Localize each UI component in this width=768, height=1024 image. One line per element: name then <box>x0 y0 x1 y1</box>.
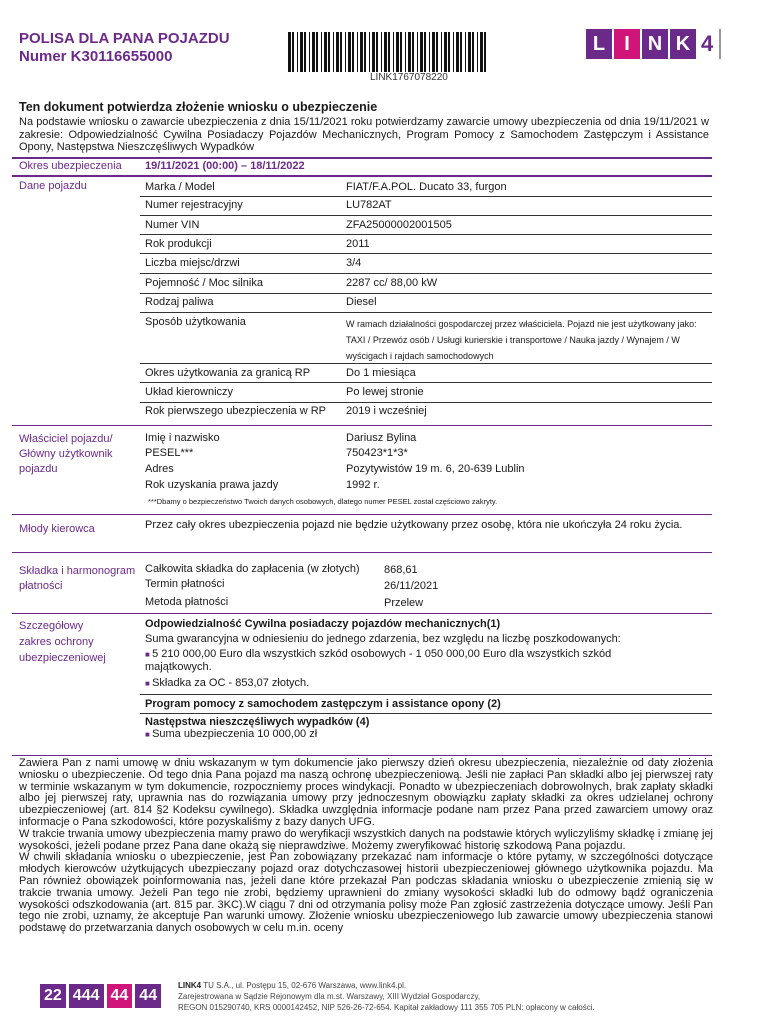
coverage-oc-sum-text: Suma gwarancyjna w odniesieniu do jednego zdarzenia, bez względu na liczbę poszkodowanych: <box>145 633 621 645</box>
period-value: 19/11/2021 (00:00) – 18/11/2022 <box>145 160 305 172</box>
coverage-assistance-title: Program pomocy z samochodem zastępczym i assistance opony (2) <box>145 698 501 710</box>
legal-paragraph-2: W trakcie trwania umowy ubezpieczenia mamy prawo do weryfikacji wszystkich danych na podstawie których wyliczyliśmy składkę i zmianę jej wysokości, jeżeli podane przez Pana dane okażą się nieprawdziwe. Możemy zweryfikować historię szkodową Pana pojazdu. <box>19 827 713 852</box>
barcode-bar <box>384 32 387 72</box>
phone-part: 44 <box>135 984 161 1008</box>
barcode-bar <box>477 32 478 72</box>
barcode-bar <box>472 32 474 72</box>
owner-value-pesel: 750423*1*3* <box>346 447 408 459</box>
owner-label-line-1: Właściciel pojazdu/ <box>19 433 113 445</box>
vehicle-value-abroad: Do 1 miesiąca <box>346 367 416 379</box>
row-divider <box>140 196 712 197</box>
coverage-label-line-3: ubezpieczeniowej <box>19 652 106 664</box>
barcode-bar <box>364 32 366 72</box>
barcode-bar <box>453 32 454 72</box>
logo-letter-l: L <box>586 29 612 59</box>
coverage-label-line-1: Szczegółowy <box>19 620 84 632</box>
barcode-bar <box>436 32 438 72</box>
barcode-bar <box>456 32 459 72</box>
section-divider <box>12 755 712 756</box>
barcode-bar <box>408 32 411 72</box>
vehicle-key-usage: Sposób użytkowania <box>145 316 246 328</box>
barcode-bar <box>372 32 375 72</box>
vehicle-key-vin: Numer VIN <box>145 219 200 231</box>
row-divider <box>140 363 712 364</box>
barcode-bar <box>441 32 442 72</box>
row-divider <box>140 694 712 695</box>
payment-value-total: 868,61 <box>384 564 418 576</box>
barcode-bar <box>297 32 298 72</box>
row-divider <box>140 234 712 235</box>
confirmation-body: Na podstawie wniosku o zawarcie ubezpieczenia z dnia 15/11/2021 roku potwierdzamy zawarcie umowy ubezpieczenia od dnia 19/11/2021 w zakresie: Odpowiedzialność Cywilna Posiadaczy Pojazdów Mechanicznych, Program Pomocy z Samochodem Zastępczym i Assistance Opony, Następstwa Nieszczęśliwych Wypadków <box>19 116 709 153</box>
barcode-bar <box>312 32 315 72</box>
barcode-bar <box>417 32 418 72</box>
barcode-bar <box>420 32 423 72</box>
vehicle-value-engine: 2287 cc/ 88,00 kW <box>346 277 438 289</box>
row-divider <box>140 382 712 383</box>
barcode-bar <box>360 32 363 72</box>
barcode-bar <box>429 32 430 72</box>
phone-part: 22 <box>40 984 66 1008</box>
barcode-bar <box>369 32 370 72</box>
policy-number: Numer K30116655000 <box>19 48 173 65</box>
footer-line-1: TU S.A., ul. Postępu 15, 02-676 Warszawa, www.link4.pl. <box>203 981 407 990</box>
vehicle-key-abroad: Okres użytkowania za granicą RP <box>145 367 311 379</box>
logo-letter-n: N <box>642 29 668 59</box>
barcode-bar <box>388 32 390 72</box>
link4-logo <box>586 28 721 60</box>
barcode-bar <box>396 32 399 72</box>
owner-value-address: Pozytywistów 19 m. 6, 20-639 Lublin <box>346 463 525 475</box>
vehicle-value-fuel: Diesel <box>346 296 377 308</box>
barcode-bar <box>328 32 330 72</box>
owner-key-name: Imię i nazwisko <box>145 432 220 444</box>
owner-key-address: Adres <box>145 463 174 475</box>
barcode-bar <box>400 32 402 72</box>
section-divider <box>12 425 712 426</box>
barcode-bar <box>460 32 462 72</box>
coverage-nnw-bullet: ■ Suma ubezpieczenia 10 000,00 zł <box>145 728 317 741</box>
owner-key-pesel: PESEL*** <box>145 447 194 459</box>
logo-digit: 4 <box>701 31 714 56</box>
barcode-bar <box>309 32 310 72</box>
barcode-bar <box>432 32 435 72</box>
row-divider <box>140 293 712 294</box>
owner-value-name: Dariusz Bylina <box>346 432 417 444</box>
footer-line-3: REGON 015290740, KRS 0000142452, NIP 526-26-72-654. Kapitał zakładowy 111 355 705 PLN: opłacony w całości. <box>178 1003 595 1012</box>
barcode-bar <box>480 32 483 72</box>
payment-key-due-date: Termin płatności <box>145 578 225 590</box>
vehicle-key-fuel: Rodzaj paliwa <box>145 296 214 308</box>
barcode-bar <box>292 32 294 72</box>
coverage-oc-bullet-premium: ■ Składka za OC - 853,07 złotych. <box>145 677 309 690</box>
vehicle-key-year: Rok produkcji <box>145 238 212 250</box>
barcode-bar <box>465 32 466 72</box>
footer-company-info <box>178 980 595 1013</box>
barcode-bar <box>468 32 471 72</box>
barcode-bar <box>484 32 486 72</box>
barcode-image <box>288 32 488 72</box>
barcode-bar <box>448 32 450 72</box>
barcode-bar <box>357 32 358 72</box>
vehicle-value-usage: W ramach działalności gospodarczej przez właściciela. Pojazd nie jest użytkowany jako: TAXI / Przewóz osób / Usługi kurierskie i transportowe / Nauka jazdy / Wynajem / W wyścigach i rajdach samochodowych <box>346 319 697 361</box>
owner-label-line-2: Główny użytkownik <box>19 448 113 460</box>
legal-text-block <box>19 758 713 976</box>
section-divider <box>12 175 712 177</box>
row-divider <box>140 713 712 714</box>
legal-paragraph-1: Zawiera Pan z nami umowę w dniu wskazanym w tym dokumencie jako pierwszy dzień okresu ubezpieczenia, niezależnie od daty złożenia wniosku o ubezpieczenie. Od tego dnia Pana pojazd ma naszą ochronę ubezpieczeniową. Jeśli nie zapłaci Pan składki albo jej pierwszej raty w terminie wskazanym w tym dokumencie, rozpoczniemy proces windykacji. Ponadto w ubezpieczeniach dobrowolnych, brak zapłaty składki albo jej pierwszej raty, uprawnia nas do rozwiązania umowy przy jednoczesnym obowiązku zapłaty składki za okres udzielanej ochrony ubezpieczeniowej (art. 814 §2 Kodeksu cywilnego). Składka uwzględnia informacje podane nam przez Pana przed zawarciem umowy oraz informacje o Pana szkodowości, które pozyskaliśmy z bazy danych UFG. <box>19 758 713 828</box>
payment-key-total: Całkowita składka do zapłacenia (w złotych) <box>145 563 360 575</box>
barcode-bar <box>376 32 378 72</box>
barcode-bar <box>300 32 303 72</box>
vehicle-key-registration: Numer rejestracyjny <box>145 199 243 211</box>
barcode-bar <box>412 32 414 72</box>
barcode-bar <box>340 32 342 72</box>
vehicle-label: Dane pojazdu <box>19 180 87 192</box>
barcode-bar <box>321 32 322 72</box>
logo-divider <box>719 29 721 59</box>
logo-letter-k: K <box>670 29 696 59</box>
vehicle-key-engine: Pojemność / Moc silnika <box>145 277 263 289</box>
row-divider <box>140 273 712 274</box>
period-label: Okres ubezpieczenia <box>19 160 122 172</box>
barcode-bar <box>304 32 306 72</box>
payment-key-method: Metoda płatności <box>145 596 229 608</box>
coverage-oc-bullet-limits: ■ 5 210 000,00 Euro dla wszystkich szkód osobowych - 1 050 000,00 Euro dla wszystkich szkód majątkowych. <box>145 648 665 674</box>
vehicle-key-make: Marka / Model <box>145 181 215 193</box>
barcode-bar <box>316 32 318 72</box>
barcode-bar <box>444 32 447 72</box>
footer-company-name: LINK4 <box>178 981 202 990</box>
barcode-bar <box>333 32 334 72</box>
section-divider <box>12 552 712 553</box>
barcode-bar <box>345 32 346 72</box>
row-divider <box>140 215 712 216</box>
payment-value-method: Przelew <box>384 597 424 609</box>
owner-label-line-3: pojazdu <box>19 463 58 475</box>
young-driver-text: Przez cały okres ubezpieczenia pojazd nie będzie użytkowany przez osobę, która nie ukończyła 24 roku życia. <box>145 519 683 531</box>
payment-label-line-1: Składka i harmonogram <box>19 565 136 577</box>
payment-label-line-2: płatności <box>19 580 63 592</box>
legal-paragraph-3: W chwili składania wniosku o ubezpieczenie, jest Pan zobowiązany przekazać nam informacje o które pytamy, w szczególności dotyczące młodych kierowców użytkujących ubezpieczany pojazd oraz dotychczasowej historii ubezpieczeniowej głównego użytkownika pojazdu. Ma Pan również obowiązek poinformowania nas, jeżeli dane które przekazał Pan podczas składania wniosku o ubezpieczenie zmienią się w trakcie trwania umowy. Jeżeli Pan tego nie zrobi, będziemy uprawnieni do zmiany wysokości składki lub do odmowy bądź ograniczenia wysokości odszkodowania (art. 815 par. 3KC).W ciągu 7 dni od otrzymania polisy może Pan zgłosić zastrzeżenia dotyczące umowy. Jeśli Pan tego nie zrobi, uznamy, że akceptuje Pan warunki umowy. Złożenie wniosku ubezpieczeniowego lub zawarcie umowy ubezpieczenia stanowi podstawę do przetwarzania danych osobowych w celu m.in. oceny <box>19 851 713 935</box>
vehicle-key-first-insurance: Rok pierwszego ubezpieczenia w RP <box>145 405 326 417</box>
barcode-bar <box>288 32 291 72</box>
payment-value-due-date: 26/11/2021 <box>384 580 439 592</box>
pesel-privacy-note: ***Dbamy o bezpieczeństwo Twoich danych osobowych, dlatego numer PESEL został częściowo zakryty. <box>148 497 498 506</box>
coverage-oc-title: Odpowiedzialność Cywilna posiadaczy pojazdów mechanicznych(1) <box>145 618 501 630</box>
barcode-bar <box>393 32 394 72</box>
barcode-bar <box>348 32 351 72</box>
owner-key-license-year: Rok uzyskania prawa jazdy <box>145 479 279 491</box>
barcode-bar <box>324 32 327 72</box>
barcode-bar <box>405 32 406 72</box>
vehicle-value-vin: ZFA25000002001505 <box>346 219 452 231</box>
section-divider <box>12 613 712 614</box>
row-divider <box>140 312 712 313</box>
barcode-bar <box>336 32 339 72</box>
row-divider <box>140 253 712 254</box>
vehicle-value-steering: Po lewej stronie <box>346 386 424 398</box>
barcode-bar <box>381 32 382 72</box>
coverage-nnw-title: Następstwa nieszczęśliwych wypadków (4) <box>145 716 370 728</box>
barcode-bar <box>352 32 354 72</box>
vehicle-value-year: 2011 <box>346 238 370 250</box>
young-driver-label: Młody kierowca <box>19 523 95 535</box>
row-divider <box>140 402 712 403</box>
vehicle-value-seats: 3/4 <box>346 257 362 269</box>
vehicle-value-registration: LU782AT <box>346 199 392 211</box>
vehicle-value-first-insurance: 2019 i wcześniej <box>346 405 427 417</box>
phone-part: 44 <box>107 984 133 1008</box>
vehicle-key-seats: Liczba miejsc/drzwi <box>145 257 240 269</box>
logo-letter-i: I <box>614 29 640 59</box>
policy-title: POLISA DLA PANA POJAZDU <box>19 30 230 47</box>
barcode-text: LINK1767078220 <box>370 72 448 83</box>
section-divider <box>12 514 712 515</box>
vehicle-value-make: FIAT/F.A.POL. Ducato 33, furgon <box>346 181 507 193</box>
barcode-bar <box>424 32 426 72</box>
footer-phone-number <box>40 984 161 1008</box>
confirmation-title: Ten dokument potwierdza złożenie wniosku o ubezpieczenie <box>19 100 378 114</box>
owner-value-license-year: 1992 r. <box>346 479 380 491</box>
coverage-label-line-2: zakres ochrony <box>19 636 94 648</box>
phone-part: 444 <box>69 984 104 1008</box>
footer-line-2: Zarejestrowana w Sądzie Rejonowym dla m.st. Warszawy, XIII Wydział Gospodarczy, <box>178 992 481 1001</box>
vehicle-key-steering: Układ kierowniczy <box>145 386 234 398</box>
